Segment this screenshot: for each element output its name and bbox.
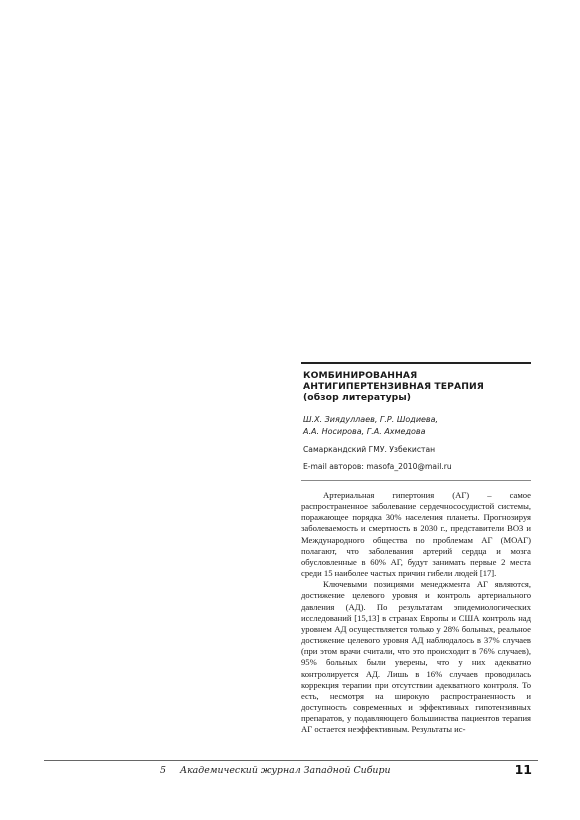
authors-line-2: А.А. Носирова, Г.А. Ахмедова [303,426,426,436]
page-footer [44,763,538,783]
body-top-rule [301,480,531,481]
affiliation: Самаркандский ГМУ. Узбекистан [303,445,436,454]
article-authors [303,414,531,437]
page-number: 11 [514,762,532,777]
title-top-rule [301,362,531,364]
title-line-1: КОМБИНИРОВАННАЯ [303,370,418,381]
authors-line-1: Ш.Х. Зиядуллаев, Г.Р. Шодиева, [303,415,439,424]
article-body [301,490,531,735]
footer-journal [160,765,391,776]
body-paragraph-2: Ключевыми позициями менеджмента АГ являются, достижение целевого уровня и контроль артериального давления (АД). По результатам эпидемиологических исследований [15,13] в странах Европы и США контроль над уровнем АД осуществляется только у 28% больных, реальное достижение целевого уровня АД наблюдалось в 37% случаев (при этом врачи считали, что это происходит в 76% случаев), 95% больных были уверены, что у них адекватно контролируется АД. Лишь в 16% случаев проводилась коррекция терапии при отсутствии адекватного контроля. То есть, несмотря на широкую распространенность и доступность современных и эффективных гипотензивных препаратов, у подавляющего большинства пациентов терапия АГ остается неэффективным. Результаты ис- [301,579,531,735]
article-title [303,370,531,403]
body-paragraph-1: Артериальная гипертония (АГ) – самое распространенное заболевание сердечнососудистой системы, поражающее порядка 30% населения планеты. Прогнозируя заболеваемость и смертность в 2030 г., представители ВОЗ и Международного общества по проблемам АГ (МОАГ) полагают, что заболевания артерий сердца и мозга обусловленные в 60% АГ, будут занимать первые 2 места среди 15 наиболее частых причин гибели людей [17]. [301,490,531,579]
author-email: E-mail авторов: masofa_2010@mail.ru [303,462,452,471]
footer-rule [44,760,538,761]
footer-volume: 5 [160,765,166,776]
footer-journal-name: Академический журнал Западной Сибири [179,765,391,776]
title-line-2: АНТИГИПЕРТЕНЗИВНАЯ ТЕРАПИЯ [303,381,484,392]
title-line-3: (обзор литературы) [303,392,412,403]
